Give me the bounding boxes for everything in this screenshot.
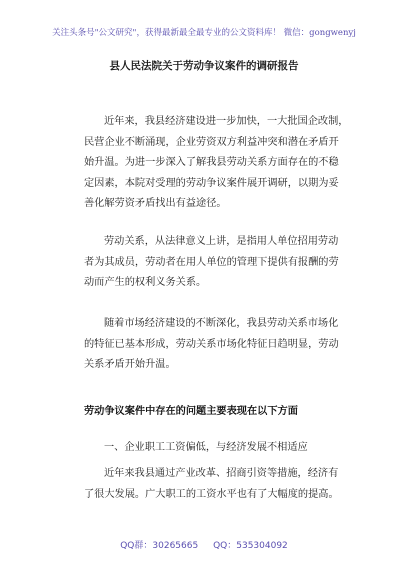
paragraph-line: 了很大发展。广大职工的工资水平也有了大幅度的提高。	[84, 488, 339, 500]
header-banner: 关注头条号"公文研究"，获得最新最全最专业的公文资料库！ 微信：gongwenyj	[52, 28, 356, 38]
paragraph-line: 的特征已基本形成，劳动关系市场化特征日趋明显，劳动	[84, 338, 339, 350]
paragraph-market	[84, 314, 360, 376]
sub-heading: 一、企业职工工资偏低，与经济发展不相适应	[104, 442, 308, 453]
paragraph-line: 关系矛盾开始升温。	[84, 359, 176, 370]
paragraph-line: 定因素，本院对受理的劳动争议案件展开调研，以期为妥	[84, 177, 339, 189]
paragraph-line: 始升温。为进一步深入了解我县劳动关系方面存在的不稳	[84, 157, 339, 168]
paragraph-wages	[84, 464, 360, 505]
paragraph-line: 近年来我县通过产业改革、招商引资等措施，经济有	[104, 468, 339, 479]
footer-banner	[0, 538, 408, 551]
section-heading: 劳动争议案件中存在的问题主要表现在以下方面	[84, 405, 298, 417]
footer-qq: QQ：535304092	[213, 541, 288, 551]
paragraph-line: 随着市场经济建设的不断深化，我县劳动关系市场化	[104, 318, 339, 329]
paragraph-definition	[84, 232, 360, 294]
paragraph-line: 动而产生的权利义务关系。	[84, 277, 207, 288]
paragraph-line: 民营企业不断涌现，企业劳资双方利益冲突和潜在矛盾开	[84, 136, 339, 148]
paragraph-line: 者为其成员，劳动者在用人单位的管理下提供有报酬的劳	[84, 256, 339, 268]
paragraph-line: 近年来，我县经济建设进一步加快，一大批国企改制，	[104, 116, 349, 127]
paragraph-intro	[84, 112, 360, 215]
footer-qq-group: QQ群：30265665	[120, 541, 199, 551]
paragraph-line: 劳动关系，从法律意义上讲，是指用人单位招用劳动	[104, 236, 339, 247]
paragraph-line: 善化解劳资矛盾找出有益途径。	[84, 198, 227, 209]
document-title: 县人民法院关于劳动争议案件的调研报告	[109, 60, 299, 72]
